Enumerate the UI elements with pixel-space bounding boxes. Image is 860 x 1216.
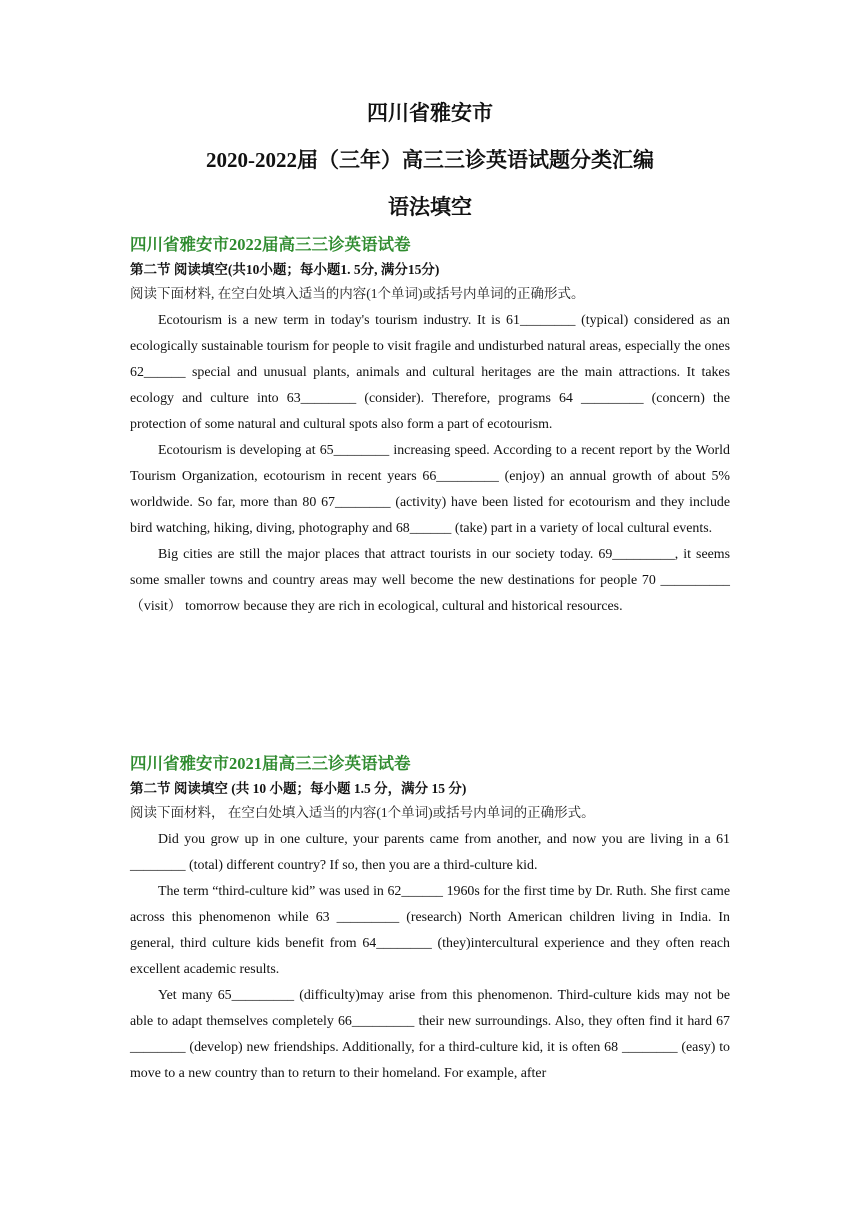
passage-paragraph: Did you grow up in one culture, your parents came from another, and now you are living in a 61 ________ (total) different country? If so, then you are a third-culture kid. (130, 832, 730, 873)
title-topic: 语法填空 (388, 195, 472, 219)
instruction: 阅读下面材料, 在空白处填入适当的内容(1个单词)或括号内单词的正确形式。 (130, 286, 585, 301)
part-heading: 第二节 阅读填空(共10小题；每小题1. 5分, 满分15分) (130, 262, 440, 277)
passage-paragraph: Ecotourism is developing at 65________ increasing speed. According to a recent report by the World Tourism Organization, ecotourism in recent years 66_________ (enjoy) an annual growth of about 5% worldwide. So far, more than 80 67________ (activity) have been listed for ecotourism and they include bird watching, hiking, diving, photography and 68______ (take) part in a variety of local cultural events. (130, 443, 730, 536)
title-series: 2020-2022届（三年）高三三诊英语试题分类汇编 (206, 148, 654, 172)
section-heading: 四川省雅安市2021届高三三诊英语试卷 (130, 754, 411, 773)
section-2021 (130, 752, 730, 1087)
instruction: 阅读下面材料， 在空白处填入适当的内容(1个单词)或括号内单词的正确形式。 (130, 805, 595, 820)
section-2022 (130, 233, 730, 620)
part-heading: 第二节 阅读填空 (共 10 小题；每小题 1.5 分，满分 15 分) (130, 781, 467, 796)
section-heading: 四川省雅安市2022届高三三诊英语试卷 (130, 235, 411, 254)
passage-paragraph: Ecotourism is a new term in today's tourism industry. It is 61________ (typical) considered as an ecologically sustainable tourism for people to visit fragile and undisturbed natural areas, especially the ones 62______ special and unusual plants, animals and cultural heritages are the main attractions. It takes ecology and culture into 63________ (consider). Therefore, programs 64 _________ (concern) the protection of some natural and cultural spots also form a part of ecotourism. (130, 313, 730, 432)
passage-paragraph: The term “third-culture kid” was used in 62______ 1960s for the first time by Dr. Ruth. She first came across this phenomenon while 63 _________ (research) North American children living in India. In general, third culture kids benefit from 64________ (they)intercultural experience and they often reach excellent academic results. (130, 884, 730, 977)
passage-paragraph: Big cities are still the major places that attract tourists in our society today. 69_________, it seems some smaller towns and country areas may well become the new destinations for people 70 __________（visit） tomorrow because they are rich in ecological, cultural and historical resources. (130, 547, 730, 614)
title-region: 四川省雅安市 (367, 101, 493, 125)
document-titles (0, 102, 860, 243)
passage-paragraph: Yet many 65_________ (difficulty)may arise from this phenomenon. Third-culture kids may not be able to adapt themselves completely 66_________ their new surroundings. Also, they often find it hard 67 ________ (develop) new friendships. Additionally, for a third-culture kid, it is often 68 ________ (easy) to move to a new country than to return to their homeland. For example, after (130, 988, 730, 1081)
